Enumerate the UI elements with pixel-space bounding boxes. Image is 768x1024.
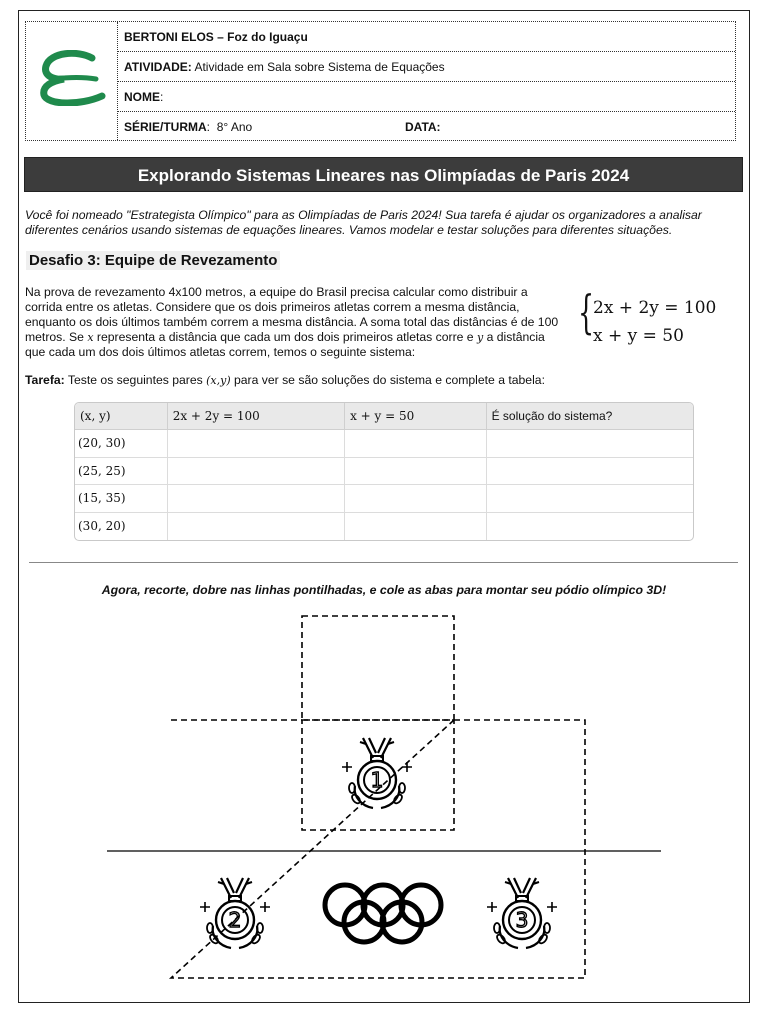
table-cell-pair: (25, 25) [75,458,168,486]
date-label: DATA: [405,120,441,134]
task-after: para ver se são soluções do sistema e complete a tabela: [230,373,545,387]
grade-value: 8° Ano [216,120,253,134]
table-header-solution: É solução do sistema? [487,403,693,430]
cut-instructions: Agora, recorte, dobre nas linhas pontilhadas, e cole as abas para montar seu pódio olímpico 3D! [101,583,667,597]
system-eq2: x + y = 50 [593,326,684,346]
medal-first-label: 1 [370,768,384,792]
table-header-pair: (x, y) [75,403,168,430]
var-x: x [87,331,94,344]
task-pair: (x,y) [206,374,231,387]
page-title: Explorando Sistemas Lineares nas Olimpíadas de Paris 2024 [24,157,743,192]
table-header-eq2: x + y = 50 [345,403,487,430]
name-suffix: : [160,90,164,104]
olympic-rings-icon [325,885,441,942]
medal-first-icon [342,738,412,808]
medal-third-icon [487,878,557,948]
medal-third-label: 3 [515,908,529,932]
system-eq1: 2x + 2y = 100 [593,298,717,318]
activity-value: Atividade em Sala sobre Sistema de Equações [194,60,445,74]
system-brace: { [578,285,595,339]
task-label: Tarefa: [25,373,65,387]
table-cell-pair: (30, 20) [75,513,168,541]
table-header-eq1: 2x + 2y = 100 [168,403,345,430]
problem-part3: a distância que cada um dos dois últimos atletas correm, temos o seguinte sistema: [25,330,545,359]
name-label: NOME [124,90,160,104]
intro-text: Você foi nomeado "Estrategista Olímpico" para as Olimpíadas de Paris 2024! Sua tarefa é ajudar os organizadores a analisar diferentes cenários usando sistemas de equações lineares. Vamos modelar e testar soluções para diferentes situações. [25,208,702,237]
var-y: y [476,331,484,344]
medal-second-label: 2 [228,908,242,932]
task-before: Teste os seguintes pares [64,373,207,387]
activity-label: ATIVIDADE: [124,60,192,74]
school-name: BERTONI ELOS – Foz do Iguaçu [124,30,308,44]
podium-top-flap [302,616,454,720]
table-cell-pair: (15, 35) [75,485,168,513]
grade-label: SÉRIE/TURMA [124,120,207,134]
table-cell-pair: (20, 30) [75,430,168,458]
medal-second-icon [200,878,270,948]
problem-part1: Na prova de revezamento 4x100 metros, a equipe do Brasil precisa calcular como distribuir a corrida entre os atletas. Considere que os dois primeiros atletas correm a mesma distância, enquanto os dois últimos também correm a mesma distância. A soma total das distâncias é de 100 metros. Se [25,285,559,344]
problem-part2: representa a distância que cada um dos dois primeiros atletas corre e [93,330,477,344]
grade-sep: : [206,120,211,134]
challenge-title: Desafio 3: Equipe de Revezamento [26,251,280,270]
